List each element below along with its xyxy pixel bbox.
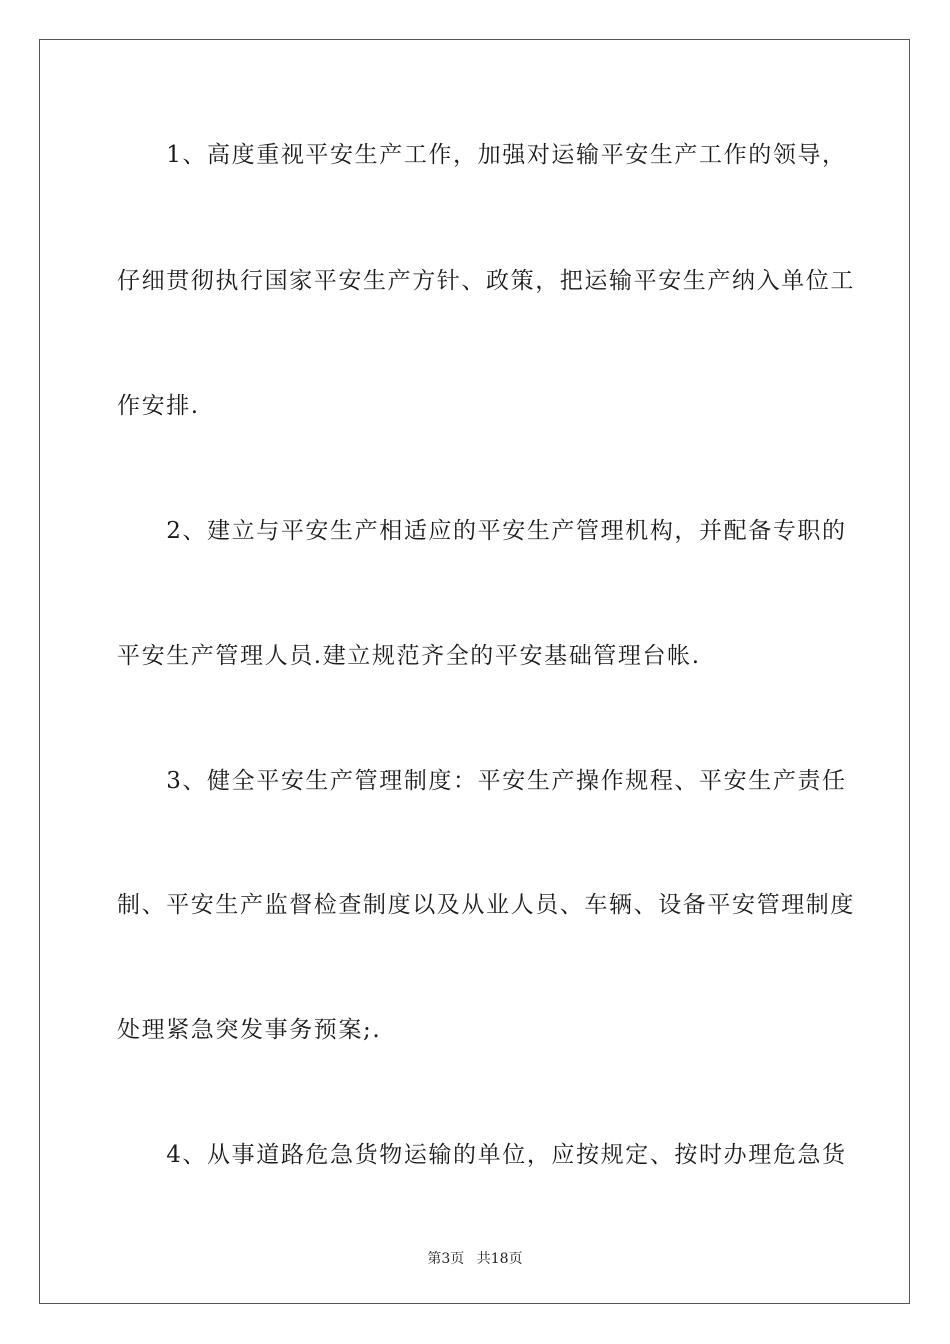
text-line-1: 1、高度重视平安生产工作，加强对运输平安生产工作的领导， — [117, 142, 847, 168]
text-line-9: 4、从事道路危急货物运输的单位，应按规定、按时办理危急货 — [117, 1142, 847, 1168]
text-line-3: 作安排. — [117, 393, 200, 419]
text-line-7: 制、平安生产监督检查制度以及从业人员、车辆、设备平安管理制度 — [117, 892, 855, 918]
page-border — [39, 39, 910, 1304]
text-line-4: 2、建立与平安生产相适应的平安生产管理机构，并配备专职的 — [117, 518, 847, 544]
text-line-8: 处理紧急突发事务预案;. — [117, 1017, 382, 1043]
text-line-6: 3、健全平安生产管理制度：平安生产操作规程、平安生产责任 — [117, 768, 847, 794]
page-number-current: 第3页 — [427, 1251, 465, 1267]
text-line-2: 仔细贯彻执行国家平安生产方针、政策，把运输平安生产纳入单位工 — [117, 268, 855, 294]
page-number-total: 共18页 — [476, 1251, 523, 1267]
page-footer — [0, 1248, 950, 1268]
text-line-5: 平安生产管理人员.建立规范齐全的平安基础管理台帐. — [117, 643, 701, 669]
